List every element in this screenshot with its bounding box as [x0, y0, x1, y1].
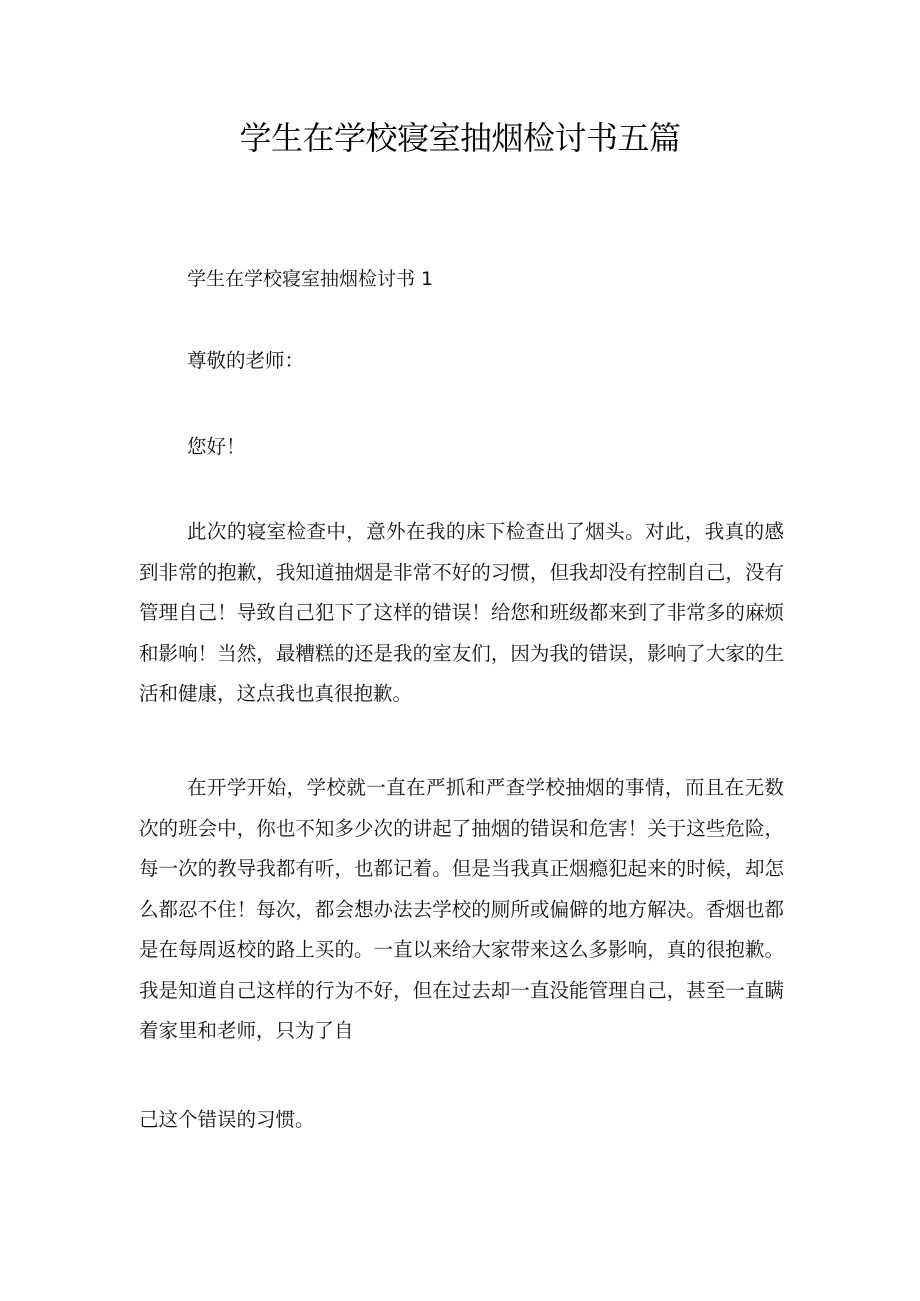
greeting: 您好！: [187, 435, 246, 458]
body-paragraph-2: 在开学开始，学校就一直在严抓和严查学校抽烟的事情，而且在无数次的班会中，你也不知多少次的讲起了抽烟的错误和危害！关于这些危险，每一次的教导我都有听，也都记着。但是当我真正烟瘾犯起来的时候，却怎么都忍不住！每次，都会想办法去学校的厕所或偏僻的地方解决。香烟也都是在每周返校的路上买的。一直以来给大家带来这么多影响，真的很抱歉。我是知道自己这样的行为不好，但在过去却一直没能管理自己，甚至一直瞒着家里和老师，只为了自: [139, 776, 784, 1042]
document-title: 学生在学校寝室抽烟检讨书五篇: [239, 119, 681, 157]
paragraph-continuation: 己这个错误的习惯。: [139, 1108, 315, 1131]
section-heading: 学生在学校寝室抽烟检讨书 1: [187, 268, 434, 290]
salutation: 尊敬的老师：: [187, 349, 305, 372]
body-paragraph-1: 此次的寝室检查中，意外在我的床下检查出了烟头。对此，我真的感到非常的抱歉，我知道抽烟是非常不好的习惯，但我却没有控制自己，没有管理自己！导致自己犯下了这样的错误！给您和班级都来到了非常多的麻烦和影响！当然，最糟糕的还是我的室友们，因为我的错误，影响了大家的生活和健康，这点我也真很抱歉。: [139, 520, 784, 705]
